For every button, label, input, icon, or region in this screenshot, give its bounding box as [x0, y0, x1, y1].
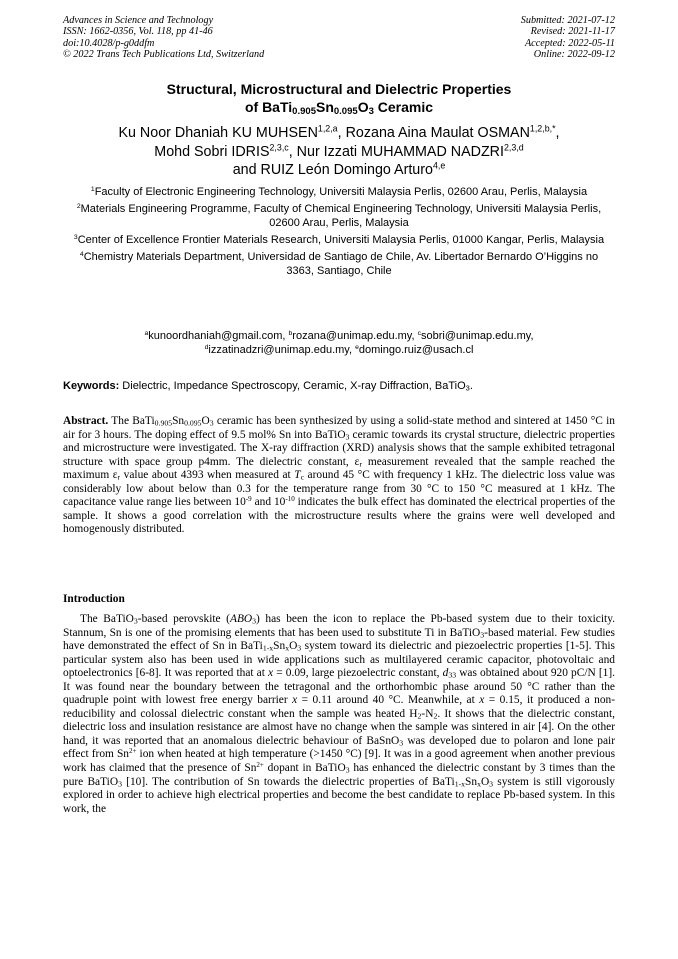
keywords: Keywords: Dielectric, Impedance Spectroscopy, Ceramic, X-ray Diffraction, BaTiO$_3$. [63, 380, 473, 393]
author-list: Ku Noor Dhaniah KU MUHSEN$^{1,2,a}$, Rozana Aina Maulat $OSMAN^{1,2,b,*}$, Mohd Sobri IDRIS$^{2,3,c}$, Nur Izzati MUHAMMAD NADZRI$^{2,3,d}$ and RUIZ León Domingo Arturo$^{4,e}$ [118, 123, 560, 178]
author-name: and RUIZ León Domingo Arturo [232, 162, 433, 178]
affiliation-1: $^1$Faculty of Electronic Engineering Technology, Universiti Malaysia Perlis, 02600 Arau, Perlis, Malaysia [90, 185, 588, 198]
affiliation-list [70, 186, 608, 282]
email-list: $^a$kunoordhaniah@gmail.com, $^b$rozana@unimap.edu.my, $^c$sobri@unimap.edu.my, $^d$izzatinadzri@unimap.edu.my, $^e$domingo.ruiz@usach.cl [144, 329, 534, 356]
title-line-2: of $BaTi_{0.905}Sn_{0.095}O_3$ Ceramic [244, 99, 434, 117]
affiliation-4: $^4$Chemistry Materials Department, Universidad de Santiago de Chile, Av. Libertador Bernardo O’Higgins no 3363, Santiago, Chile [79, 250, 599, 277]
revised-date: Revised: 2021-11-17 [530, 26, 615, 38]
issn-line: ISSN: 1662-0356, Vol. 118, pp 41-46 [63, 26, 213, 38]
affiliation-2: $^2$Materials Engineering Programme, Faculty of Chemical Engineering Technology, Universiti Malaysia Perlis, 02600 Arau, Perlis, Malaysia [76, 202, 602, 229]
keywords-label: Keywords: [63, 380, 120, 392]
accepted-date: Accepted: 2022-05-11 [524, 37, 615, 49]
affiliation-3: $^3$Center of Excellence Frontier Materials Research, Universiti Malaysia Perlis, 01000 Kangar, Perlis, Malaysia [73, 233, 605, 246]
email-link[interactable]: rozana@unimap.edu.my [292, 330, 412, 342]
paper-title [63, 80, 615, 116]
author-name: Mohd Sobri IDRIS [154, 143, 270, 160]
dates-header [521, 15, 615, 61]
author-name: Nur Izzati MUHAMMAD NADZRI [296, 143, 504, 160]
doi-line[interactable]: doi:10.4028/p-g0ddfm [63, 37, 155, 49]
email-link[interactable]: domingo.ruiz@usach.cl [358, 344, 474, 356]
author-name: Rozana Aina Maulat OSMAN [345, 125, 530, 141]
online-date: Online: 2022-09-12 [533, 49, 615, 61]
email-link[interactable]: kunoordhaniah@gmail.com [148, 330, 283, 342]
journal-name: Advances in Science and Technology [63, 15, 214, 26]
email-link[interactable]: sobri@unimap.edu.my [421, 330, 531, 342]
introduction-body: The BaTiO$_3$-based perovskite $(ABO_3)$ has been the icon to replace the Pb-based system due to their toxicity. Stannum, Sn is one of the promising elements that has been used to substitute Ti in BaTiO$_3$-based material. Few studies have demonstrated the effect of Sn in $BaTi_{1-x}Sn_xO_3$ system toward its dielectric and piezoelectric properties [1-5]. This particular system also has been used in wide applications such as multilayered ceramic capacitor, photovoltaic and optoelectronics [6-8]. It was reported that at x = 0.09, large piezoelectric constant, $d_{33}$ was obtained about 920 pC/N [1]. It was found near the boundary between the tetragonal and the orthorhombic phase around 50 °C rather than the quadruple point with lowest free energy barrier x = 0.11 around 40 °C. Meanwhile, at x = 0.15, it produced a non-reducibility and colossal dielectric constant when the sample was heated $H_2-N_2$. It shows that the dielectric constant, dielectric loss and insulation resistance are almost have no change when the sample was sintered in air [4]. On the other hand, it was reported that an anomalous dielectric behaviour of BaSnO$_3$ was developed due to polaron and lone pair effect from $Sn^{2+}$ ion when heated at high temperature (>1450 °C) [9]. It was in a good agreement when another previous work has claimed that the presence of $Sn^{2+}$ dopant in BaTiO$_3$ has enhanced the dielectric constant by 3 times than the pure BaTiO$_3$ [10]. The contribution of Sn towards the dielectric properties of $BaTi_{1-x}Sn_xO_3$ system is still vigorously explored in order to achieve high electrical properties and become the best candidate to replace Pb-based system. In this work, the [63, 613, 616, 815]
abstract-label: Abstract. [63, 415, 109, 427]
title-line-1: Structural, Microstructural and Dielectric Properties [166, 81, 512, 97]
section-heading-introduction: Introduction [63, 593, 125, 605]
journal-header [63, 15, 264, 61]
submitted-date: Submitted: 2021-07-12 [520, 15, 615, 26]
author-name: Ku Noor Dhaniah KU MUHSEN [118, 125, 318, 141]
copyright-line: © 2022 Trans Tech Publications Ltd, Switzerland [63, 49, 265, 61]
abstract: Abstract. The $BaTi_{0.905}Sn_{0.095}O_3$ ceramic has been synthesized by using a solid-state method and sintered at 1450 °C in air for 3 hours. The doping effect of 9.5 mol% Sn into BaTiO$_3$ ceramic towards its crystal structure, dielectric properties and microstructure were investigated. The X-ray diffraction (XRD) analysis shows that the sample exhibited tetragonal structure with space group p4mm. The dielectric constant, $\varepsilon_r$ measurement revealed that the sample reached the maximum $\varepsilon_r$ value about 4393 when measured at $T_c$ around 45 °C with frequency 1 kHz. The dielectric loss value was considerably low about below than 0.3 for the temperature range from 30 °C to 150 °C measured at 1 kHz. The capacitance value range lies between $10^{-9}$ and $10^{-10}$ indicates the bulk effect has dominated the electrical properties of the sample. It shows a good correlation with the microstructure results where the grains were well developed and homogenously distributed. [63, 415, 615, 536]
email-link[interactable]: izzatinadzri@unimap.edu.my [208, 344, 349, 356]
